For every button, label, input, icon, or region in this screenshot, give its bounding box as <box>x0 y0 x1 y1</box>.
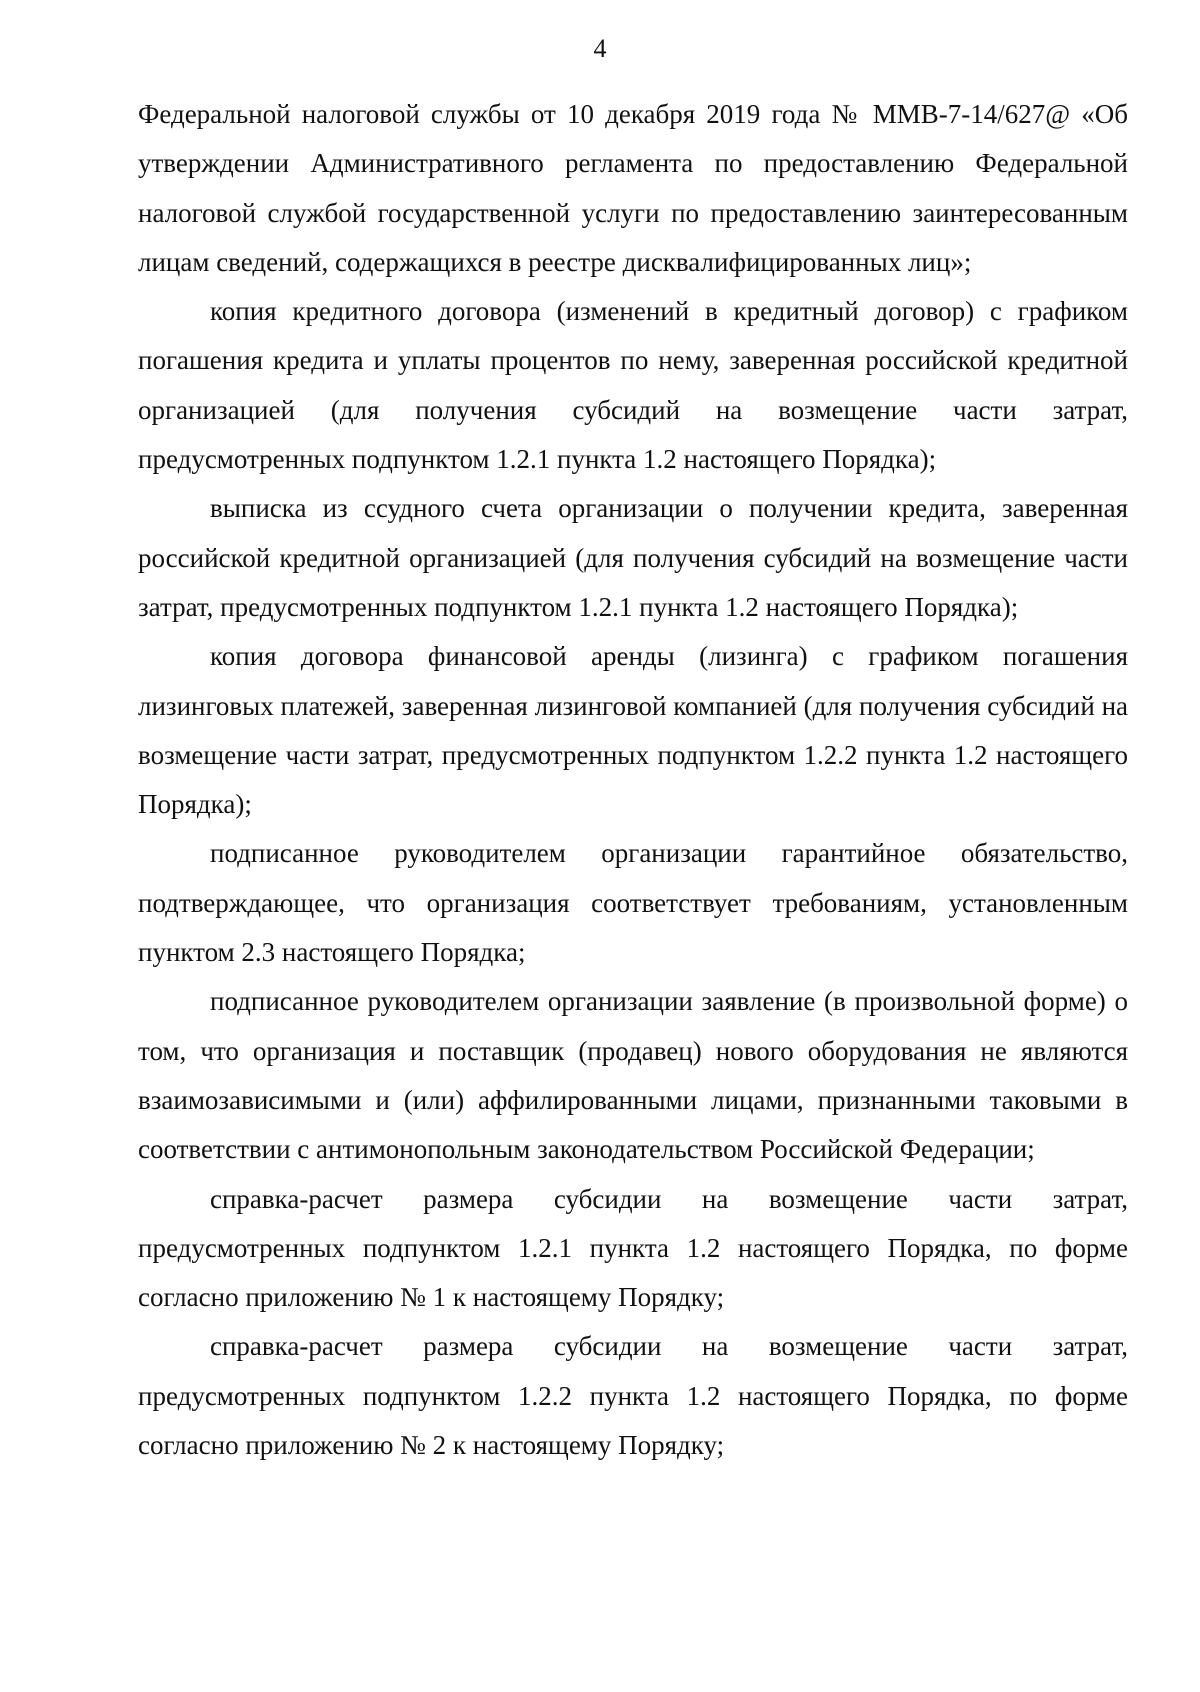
document-body <box>138 90 1128 1470</box>
paragraph: копия кредитного договора (изменений в кредитный договор) с графиком погашения кредита и уплаты процентов по нему, заверенная российской кредитной организацией (для получения субсидий на возмещение части затрат, предусмотренных подпунктом 1.2.1 пункта 1.2 настоящего Порядка); <box>138 296 1128 475</box>
paragraph: справка-расчет размера субсидии на возмещение части затрат, предусмотренных подпунктом 1.2.2 пункта 1.2 настоящего Порядка, по форме согласно приложению № 2 к настоящему Порядку; <box>138 1331 1128 1461</box>
paragraph: справка-расчет размера субсидии на возмещение части затрат, предусмотренных подпунктом 1.2.1 пункта 1.2 настоящего Порядка, по форме согласно приложению № 1 к настоящему Порядку; <box>138 1183 1128 1313</box>
paragraph: копия договора финансовой аренды (лизинга) с графиком погашения лизинговых платежей, заверенная лизинговой компанией (для получения субсидий на возмещение части затрат, предусмотренных подпунктом 1.2.2 пункта 1.2 настоящего Порядка); <box>138 641 1128 820</box>
paragraph: подписанное руководителем организации гарантийное обязательство, подтверждающее, что организация соответствует требованиям, установленным пунктом 2.3 настоящего Порядка; <box>138 838 1128 968</box>
paragraph: выписка из ссудного счета организации о получении кредита, заверенная российской кредитной организацией (для получения субсидий на возмещение части затрат, предусмотренных подпунктом 1.2.1 пункта 1.2 настоящего Порядка); <box>138 493 1128 622</box>
paragraph: Федеральной налоговой службы от 10 декабря 2019 года № ММВ-7-14/627@ «Об утверждении Административного регламента по предоставлению Федеральной налоговой службой государственной услуги по предоставлению заинтересованным лицам сведений, содержащихся в реестре дисквалифицированных лиц»; <box>138 99 1128 277</box>
page-number: 4 <box>593 34 607 63</box>
paragraph: подписанное руководителем организации заявление (в произвольной форме) о том, что организация и поставщик (продавец) нового оборудования не являются взаимозависимыми и (или) аффилированными лицами, признанными таковыми в соответствии с антимонопольным законодательством Российской Федерации; <box>138 986 1128 1165</box>
